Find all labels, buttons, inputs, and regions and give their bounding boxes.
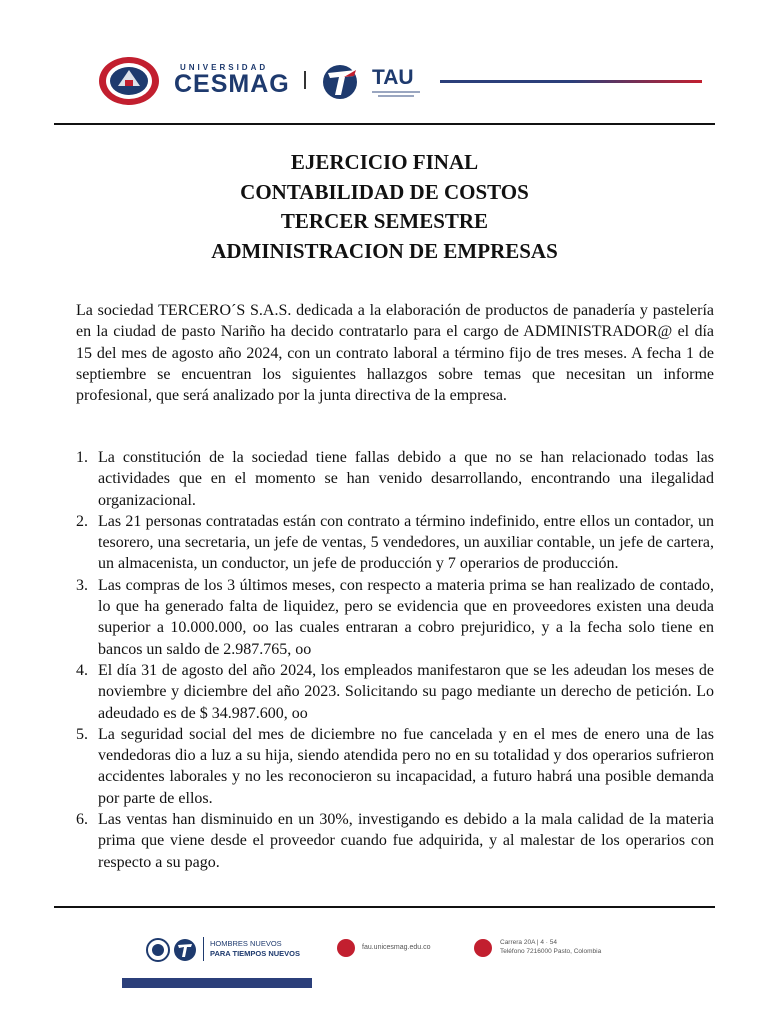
list-number: 2. xyxy=(76,512,88,530)
intro-paragraph: La sociedad TERCERO´S S.A.S. dedicada a la elaboración de productos de panadería y pastelería en la ciudad de pasto Nariño ha decido contratarlo para el cargo de ADMINISTRADOR@ el día 15 del mes de agosto año 2024, con un contrato laboral a término fijo de tres meses. A fecha 1 de septiembre se encuentran los siguientes hallazgos sobre temas que necesitan un informe profesional, que será analizado por la junta directiva de la empresa. xyxy=(76,302,714,405)
footer-website: fau.unicesmag.edu.co xyxy=(362,944,431,951)
list-number: 5. xyxy=(76,725,88,743)
list-text: La constitución de la sociedad tiene fallas debido a que no se han relacionado todas las actividades que en el momento se han venido desarrollando, encontrando una ilegalidad organizacional. xyxy=(98,449,714,509)
tau-logo-icon xyxy=(322,64,362,100)
document-title-block xyxy=(54,148,715,266)
list-item xyxy=(76,809,714,873)
list-text: El día 31 de agosto del año 2024, los empleados manifestaron que se les adeudan los meses de noviembre y diciembre del año 2023. Solicitando su pago mediante un derecho de petición. Lo adeudado es de $ 34.987.600, oo xyxy=(98,661,714,722)
logo-divider xyxy=(304,71,306,89)
header-rule xyxy=(54,123,715,125)
tau-wordmark: TAU xyxy=(372,66,414,89)
footer-divider xyxy=(203,937,204,961)
list-number: 6. xyxy=(76,811,88,829)
university-seal-icon xyxy=(98,56,160,106)
list-text: La seguridad social del mes de diciembre no fue cancelada y en el mes de enero una de las vendedoras dio a luz a su hija, siendo atendida pero no en su totalidad y dos operarios sufrieron accidentes laborales y no les reconocieron su incapacidad, a futuro habrá una posible demanda por parte de ellos. xyxy=(98,725,714,807)
header xyxy=(96,54,706,110)
title-line-4: ADMINISTRACION DE EMPRESAS xyxy=(211,238,558,263)
header-accent-line xyxy=(440,80,702,83)
list-text: Las compras de los 3 últimos meses, con respecto a materia prima se han realizado de contado, lo que ha generado falta de liquidez, pero se evidencia que en proveedores existen una deuda superior a 10.000.000, oo las cuales entraran a cobro prejuridico, y a la fecha solo tiene en bancos un saldo de 2.987.765, oo xyxy=(98,576,714,658)
footer-seal-icon xyxy=(146,938,170,962)
tau-tagline-graphic xyxy=(372,90,432,98)
list-item xyxy=(76,575,714,660)
list-item xyxy=(76,724,714,809)
location-icon xyxy=(474,939,492,957)
list-item xyxy=(76,447,714,511)
footer-slogan-line-2: PARA TIEMPOS NUEVOS xyxy=(210,949,301,958)
footer-rule xyxy=(54,906,715,908)
title-line-3: TERCER SEMESTRE xyxy=(280,209,489,233)
web-icon xyxy=(337,939,355,957)
university-label: UNIVERSIDAD xyxy=(180,63,269,72)
list-number: 1. xyxy=(76,449,88,466)
findings-list xyxy=(76,447,714,873)
list-number: 3. xyxy=(76,576,88,594)
footer-tau-icon xyxy=(173,938,197,962)
footer-address-line-1: Carrera 20A | 4 · 54 xyxy=(500,939,557,946)
list-number: 4. xyxy=(76,661,88,679)
university-name: CESMAG xyxy=(174,70,290,98)
footer xyxy=(0,928,768,1024)
footer-slogan-line-1: HOMBRES NUEVOS xyxy=(210,939,282,948)
title-line-1: EJERCICIO FINAL xyxy=(290,150,479,174)
list-item xyxy=(76,660,714,724)
footer-accent-bar xyxy=(122,978,312,988)
title-line-2: CONTABILIDAD DE COSTOS xyxy=(240,179,529,204)
list-text: Las ventas han disminuido en un 30%, investigando es debido a la mala calidad de la materia prima que viene desde el proveedor cuando fue adquirida, y al malestar de los operarios con respecto a su pago. xyxy=(98,811,714,871)
list-text: Las 21 personas contratadas están con contrato a término indefinido, entre ellos un contador, un tesorero, una secretaria, un jefe de ventas, 5 vendedores, un auxiliar contable, un jefe de cartera, un almacenista, un conductor, un jefe de producción y 7 operarios de producción. xyxy=(98,512,714,573)
list-item xyxy=(76,511,714,575)
footer-address-line-2: Teléfono 7216000 Pasto, Colombia xyxy=(500,948,602,955)
